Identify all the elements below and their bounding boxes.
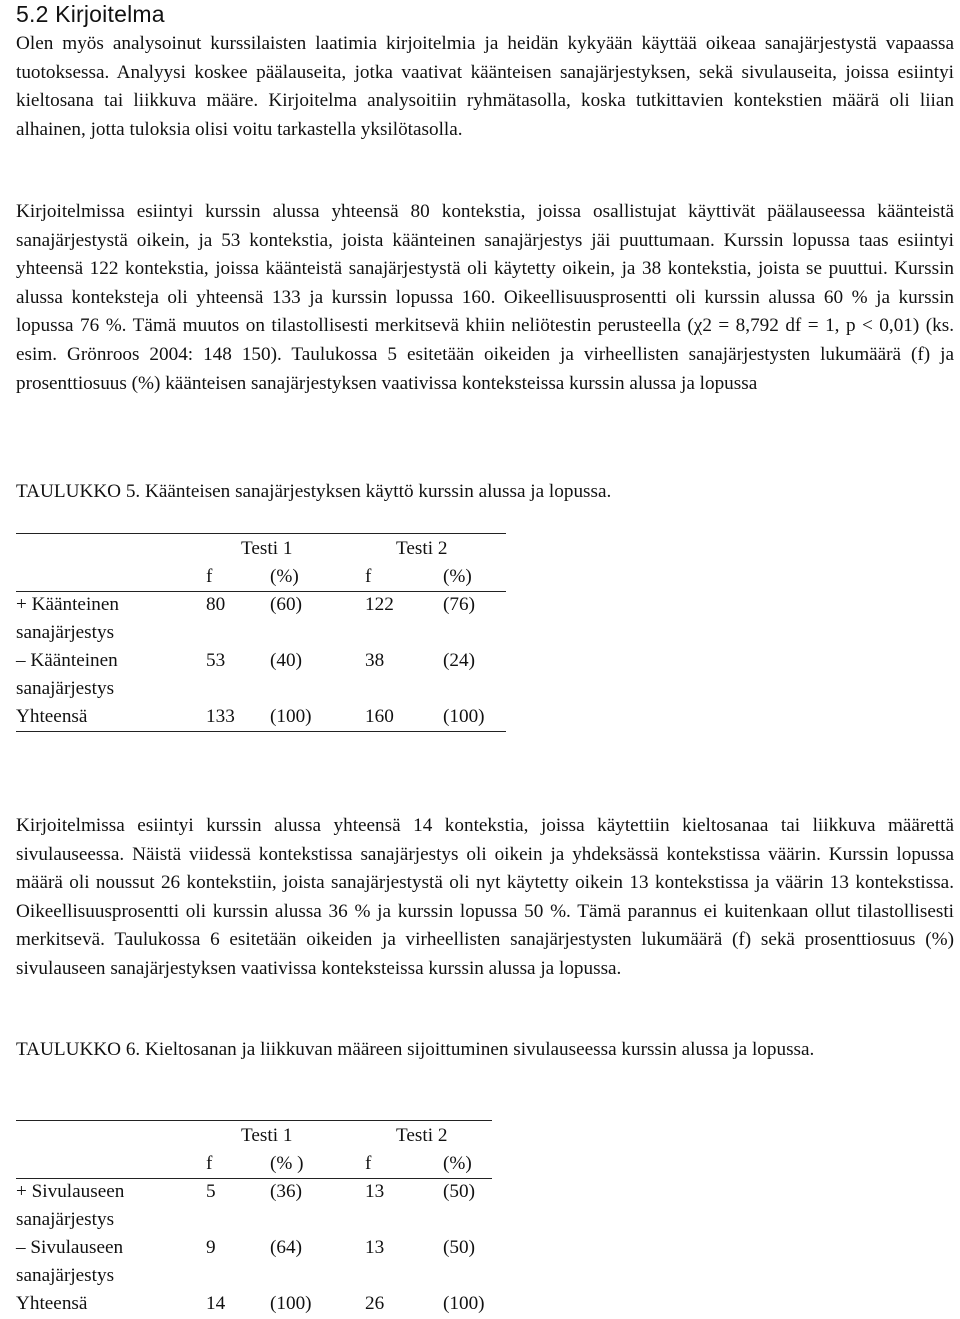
table6-cell: 13 bbox=[365, 1181, 385, 1202]
table6-cell: (100) bbox=[443, 1293, 485, 1314]
table6-header-test2: Testi 2 bbox=[396, 1125, 448, 1146]
table6-subheader-p1: (% ) bbox=[270, 1153, 304, 1174]
table5-subheader-f1: f bbox=[206, 566, 213, 587]
table6-subheader-p2: (%) bbox=[443, 1153, 472, 1174]
table6-row-label-cont: sanajärjestys bbox=[16, 1209, 115, 1230]
table5-cell: (60) bbox=[270, 594, 302, 615]
paragraph-intro: Olen myös analysoinut kurssilaisten laatimia kirjoitelmia ja heidän kykyään käyttää oikeaa sanajärjestystä vapaassa tuotoksessa. Analyysi koskee päälauseita, jotka vaativat käänteisen sanajärjestyksen, sekä sivulauseita, joissa esiintyi kieltosana tai liikkuva määre. Kirjoitelma analysoitiin ryhmätasolla, koska tutkittavien kontekstien määrä oli liian alhainen, jotta tuloksia olisi voitu tarkastella yksilötasolla. bbox=[16, 33, 954, 140]
table6-top-rule bbox=[16, 1120, 492, 1121]
table6-cell: (36) bbox=[270, 1181, 302, 1202]
table5-cell: 38 bbox=[365, 650, 385, 671]
table6-row-label: Yhteensä bbox=[16, 1293, 88, 1314]
paragraph-results-subclauses: Kirjoitelmissa esiintyi kurssin alussa yhteensä 14 kontekstia, joissa käytettiin kieltosanaa tai liikkuva määrettä sivulauseessa. Näistä viidessä kontekstissa sanajärjestys oli oikein ja yhdeksässä kontekstissa väärin. Kurssin lopussa määrä oli noussut 26 kontekstiin, joista sanajärjestystä oli nyt käytetty oikein 13 kontekstissa ja väärin 13 kontekstissa. Oikeellisuusprosentti oli kurssin alussa 36 % ja kurssin lopussa 50 %. Tämä parannus ei kuitenkaan ollut tilastollisesti merkitsevä. Taulukossa 6 esitetään oikeiden ja virheellisten sanajärjestysten lukumäärä (f) sekä prosenttiosuus (%) sivulauseen sanajärjestyksen vaativissa konteksteissa kurssin alussa ja lopussa. bbox=[16, 815, 954, 979]
table6-cell: 5 bbox=[206, 1181, 216, 1202]
table5-subheader-f2: f bbox=[365, 566, 372, 587]
table6 bbox=[16, 1120, 492, 1319]
table6-subheader-f1: f bbox=[206, 1153, 213, 1174]
table5-top-rule bbox=[16, 533, 506, 534]
table5-cell: 122 bbox=[365, 594, 394, 615]
paragraph-results-main-clauses: Kirjoitelmissa esiintyi kurssin alussa yhteensä 80 kontekstia, joissa osallistujat käyttivät päälauseessa käänteistä sanajärjestystä oikein, ja 53 kontekstia, joista käänteinen sanajärjestys jäi puuttumaan. Kurssin lopussa taas esiintyi yhteensä 122 kontekstia, joissa käänteistä sanajärjestystä oli käytetty oikein, ja 38 kontekstia, joista se puuttui. Kurssin alussa konteksteja oli yhteensä 133 ja kurssin lopussa 160. Oikeellisuusprosentti oli kurssin alussa 60 % ja kurssin lopussa 76 %. Tämä muutos on tilastollisesti merkitsevä khiin neliötestin perusteella (χ2 = 8,792 df = 1, p < 0,01) (ks. esim. Grönroos 2004: 148 150). Taulukossa 5 esitetään oikeiden ja virheellisten sanajärjestysten lukumäärä (f) ja prosenttiosuus (%) käänteisen sanajärjestyksen vaativissa konteksteissa kurssin alussa ja lopussa bbox=[16, 201, 954, 394]
table6-cell: 14 bbox=[206, 1293, 226, 1314]
table6-cell: (50) bbox=[443, 1237, 475, 1258]
table6-header-test1: Testi 1 bbox=[241, 1125, 293, 1146]
table5-cell: 80 bbox=[206, 594, 226, 615]
table5-subheader-p1: (%) bbox=[270, 566, 299, 587]
table5-cell: (100) bbox=[443, 706, 485, 727]
table6-cell: (64) bbox=[270, 1237, 302, 1258]
table6-cell: (100) bbox=[270, 1293, 312, 1314]
table5-cell: (40) bbox=[270, 650, 302, 671]
table5-header-test1: Testi 1 bbox=[241, 538, 293, 559]
table5-cell: 160 bbox=[365, 706, 394, 727]
table5-row-label-cont: sanajärjestys bbox=[16, 622, 115, 643]
table6-subheader-f2: f bbox=[365, 1153, 372, 1174]
table6-cell: 26 bbox=[365, 1293, 385, 1314]
table5-cell: (24) bbox=[443, 650, 475, 671]
table5-row-label-cont: sanajärjestys bbox=[16, 678, 115, 699]
table5-caption: TAULUKKO 5. Käänteisen sanajärjestyksen käyttö kurssin alussa ja lopussa. bbox=[16, 481, 612, 502]
table5-bottom-rule bbox=[16, 731, 506, 732]
table5-cell: (100) bbox=[270, 706, 312, 727]
table6-row-label: – Sivulauseen bbox=[16, 1237, 124, 1258]
table6-cell: 9 bbox=[206, 1237, 216, 1258]
table6-row-label-cont: sanajärjestys bbox=[16, 1265, 115, 1286]
table5-subheader-p2: (%) bbox=[443, 566, 472, 587]
section-heading: 5.2 Kirjoitelma bbox=[16, 1, 165, 27]
table5-cell: (76) bbox=[443, 594, 475, 615]
table6-row-label: + Sivulauseen bbox=[16, 1181, 125, 1202]
table6-cell: 13 bbox=[365, 1237, 385, 1258]
table5-cell: 133 bbox=[206, 706, 235, 727]
table6-caption: TAULUKKO 6. Kieltosanan ja liikkuvan määreen sijoittuminen sivulauseessa kurssin alussa ja lopussa. bbox=[16, 1039, 815, 1060]
table5-row-label: – Käänteinen bbox=[16, 650, 118, 671]
table5-row-label: Yhteensä bbox=[16, 706, 88, 727]
table5-cell: 53 bbox=[206, 650, 226, 671]
table5-row-label: + Käänteinen bbox=[16, 594, 119, 615]
table5 bbox=[16, 533, 506, 733]
table6-cell: (50) bbox=[443, 1181, 475, 1202]
table5-header-test2: Testi 2 bbox=[396, 538, 448, 559]
